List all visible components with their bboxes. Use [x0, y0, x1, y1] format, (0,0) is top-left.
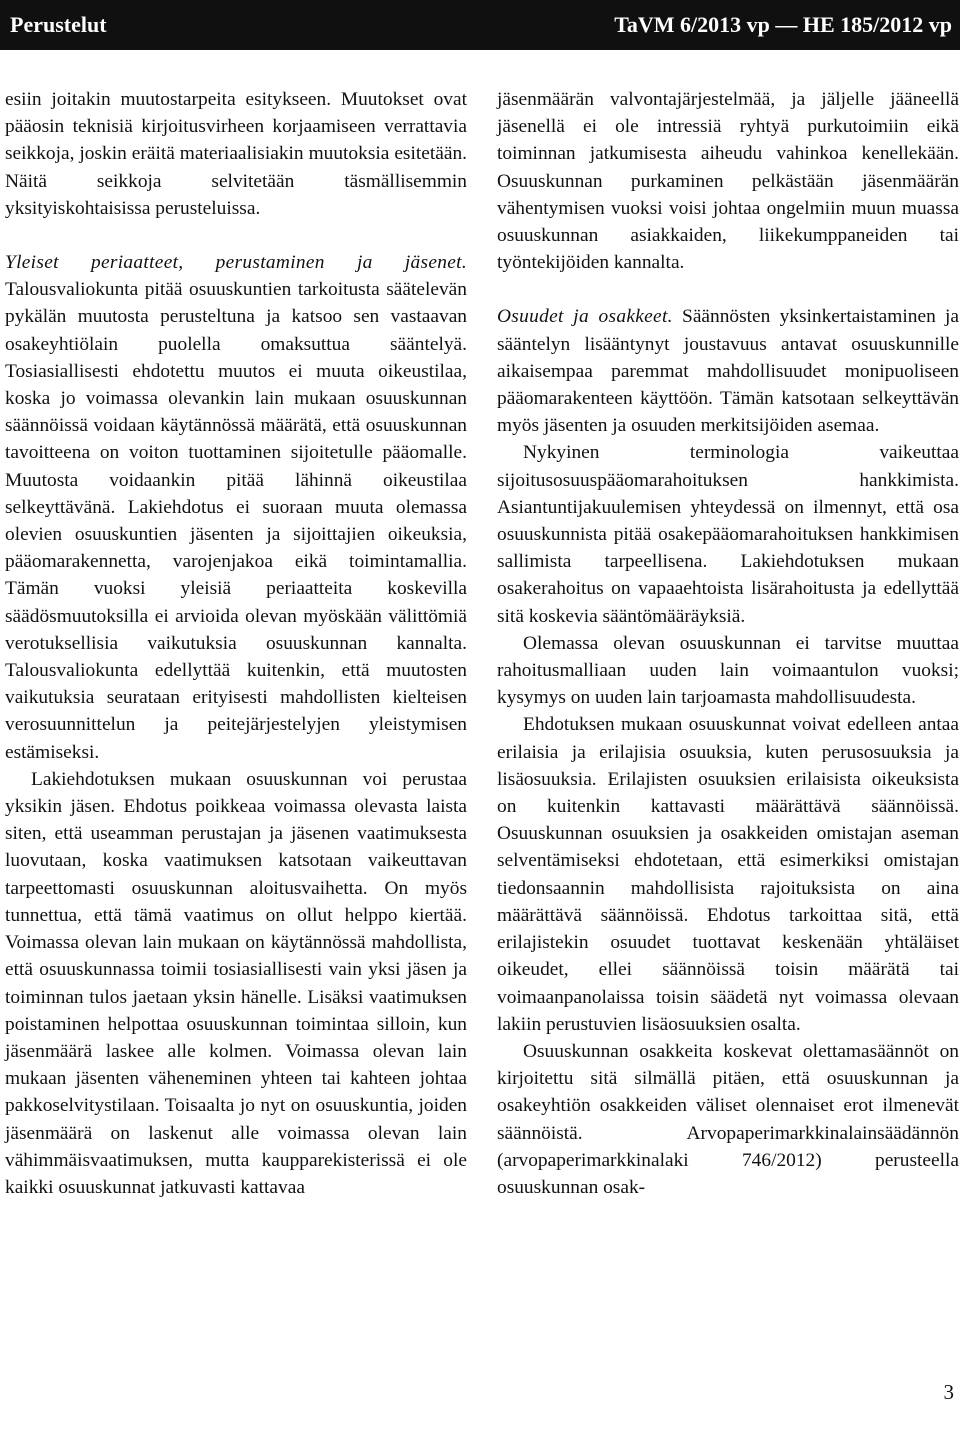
page-header [0, 0, 960, 50]
right-column [497, 86, 959, 1201]
paragraph [497, 303, 959, 439]
paragraph [5, 249, 467, 766]
subheading: Yleiset periaatteet, perustaminen ja jäsenet. [5, 252, 467, 274]
paragraph-text: Talousvaliokunta pitää osuuskuntien tarkoitusta säätelevän pykälän muutosta perusteltuna ja katsoo sen vastaavan osakeyhtiölain puolella omaksuttua sääntelyä. Tosiasiallisesti ehdotettu muutos ei muuta oikeustilaa, koska jo voimassa olevankin lain mukaan osuuskunnan säännöissä voidaan käytännössä määrätä, että osuuskunnan tavoitteena on voiton tuottaminen sijoitetulle pääomalle. Muutosta voidaankin pitää lähinnä oikeustilaa selkeyttävänä. Lakiehdotus ei suoraan muuta olemassa olevien osuuskuntien jäsenten ja sijoittajien oikeuksia, pääomarakennetta, varojenjakoa eikä toimintamallia. Tämän vuoksi yleisiä periaatteita koskevilla säädösmuutoksilla ei arvioida olevan myöskään välittömiä verotuksellisia vaikutuksia osuuskunnan kannalta. Talousvaliokunta edellyttää kuitenkin, että muutosten vaikutuksia seurataan erityisesti mahdollisten kielteisen verosuunnittelun ja peitejärjestelyjen yleistymisen estämiseksi. [5, 279, 467, 763]
paragraph: Lakiehdotuksen mukaan osuuskunnan voi perustaa yksikin jäsen. Ehdotus poikkeaa voimassa olevasta laista siten, että useamman perustajan ja jäsenen vaatimuksesta luovutaan, koska vaatimuksen katsotaan vaikeuttavan tarpeettomasti osuuskunnan aloitusvaihetta. On myös tunnettua, että tämä vaatimus on ollut helppo kiertää. Voimassa olevan lain mukaan on käytännössä mahdollista, että osuuskunnassa toimii tosiasiallisesti vain yksi jäsen ja toiminnan tulos jaetaan yksin hänelle. Lisäksi vaatimuksen poistaminen helpottaa osuuskunnan toimintaa silloin, kun jäsenmäärä laskee alle kolmen. Voimassa olevan lain mukaan jäsenten väheneminen yhteen tai kahteen johtaa pakkoselvitystilaan. Toisaalta jo nyt on osuuskuntia, joiden jäsenmäärä on laskenut alle voimassa olevan lain vähimmäisvaatimuksen, mutta kaupparekisterissä ei ole kaikki osuuskunnat jatkuvasti kattavaa [5, 768, 467, 1198]
paragraph: jäsenmäärän valvontajärjestelmää, ja jäljelle jääneellä jäsenellä ei ole intressiä ryhtyä purkutoimiin eikä toiminnan jatkumisesta aiheudu vahinkoa kenellekään. Osuuskunnan purkaminen pelkästään jäsenmäärän vähentymisen vuoksi voisi johtaa ongelmiin muun muassa osuuskunnan asiakkaiden, liikekumppaneiden tai työntekijöiden kannalta. [497, 89, 959, 274]
left-column [5, 86, 467, 1201]
subheading: Osuudet ja osakkeet. [497, 306, 673, 328]
paragraph-text: Säännösten yksinkertaistaminen ja sääntelyn lisääntynyt joustavuus antavat osuuskunnille aikaisempaa paremmat mahdollisuudet monipuoliseen pääomarakenteen käyttöön. Tämän katsotaan selkeyttävän myös jäsenten ja osuuden merkitsijöiden asemaa. [497, 306, 959, 437]
paragraph: Nykyinen terminologia vaikeuttaa sijoitusosuuspääomarahoituksen hankkimista. Asiantuntijakuulemisen yhteydessä on ilmennyt, että osa osuuskunnista pitää osakepääomarahoituksen hankkimisen sallimista tarpeellisena. Lakiehdotuksen mukaan osakerahoitus on vapaaehtoista lisärahoitusta ja edellyttää sitä koskevia sääntömääräyksiä. [497, 442, 959, 627]
document-reference: TaVM 6/2013 vp — HE 185/2012 vp [614, 12, 952, 37]
paragraph: esiin joitakin muutostarpeita esitykseen. Muutokset ovat pääosin teknisiä kirjoitusvirheen korjaamiseen verrattavia seikkoja, joskin eräitä materiaalisiakin muutoksia esitetään. Näitä seikkoja selvitetään täsmällisemmin yksityiskohtaisissa perusteluissa. [5, 89, 467, 219]
paragraph: Osuuskunnan osakkeita koskevat olettamasäännöt on kirjoitettu sitä silmällä pitäen, että osuuskunnan ja osakeyhtiön osakkeiden väliset olennaiset erot ilmenevät säännöistä. Arvopaperimarkkinalainsäädännön (arvopaperimarkkinalaki 746/2012) perusteella osuuskunnan osak- [497, 1040, 959, 1198]
paragraph: Olemassa olevan osuuskunnan ei tarvitse muuttaa rahoitusmalliaan uuden lain voimaantulon vuoksi; kysymys on uuden lain tarjoamasta mahdollisuudesta. [497, 632, 959, 709]
paragraph: Ehdotuksen mukaan osuuskunnat voivat edelleen antaa erilaisia ja erilajisia osuuksia, kuten perusosuuksia ja lisäosuuksia. Erilajisten osuuksien erilaisista oikeuksista on kuitenkin kattavasti määrättävä säännöissä. Osuuskunnan osuuksien ja osakkeiden omistajan aseman selventämiseksi ehdotetaan, että esimerkiksi omistajan tiedonsaannin mahdollisista rajoituksista on aina määrättävä säännöissä. Ehdotus tarkoittaa sitä, että erilajistekin osuudet tuottavat keskenään yhtäläiset oikeudet, ellei säännöissä toisin määrätä tai voimaanpanolaissa toisin säädetä nyt voimassa olevaan lakiin perustuvien lisäosuuksien osalta. [497, 714, 959, 1035]
page-number: 3 [943, 1380, 954, 1404]
section-title: Perustelut [10, 12, 107, 37]
